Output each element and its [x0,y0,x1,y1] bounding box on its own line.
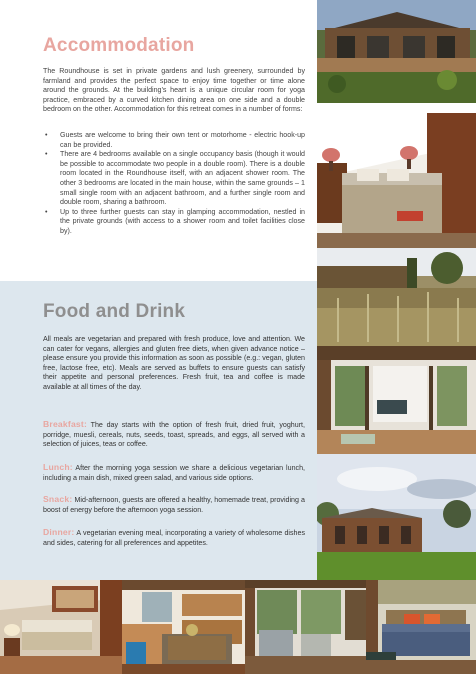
single-room-photo [0,580,122,674]
kitchen-photo [122,580,245,674]
meal-label: Dinner: [43,527,75,537]
meal-text: A vegetarian evening meal, incorporating a variety of wholesome dishes and sides, catering for all preferences and appetites. [43,529,305,547]
bullet-icon: • [45,207,48,216]
list-item [43,208,305,237]
meal-breakfast [43,420,305,450]
food-intro: All meals are vegetarian and prepared with fresh produce, love and attention. We can cater for vegans, allergies and gluten free diets, when given advance notice – please ensure you provide this information as soon as possible (e.g.: vegan, gluten free, lactose free, etc). Meals are served as buffets to ensure guests can satisfy their appetite and personal preferences. Fresh fruit, tea and coffee is made available at all times of the day. [43,335,305,391]
bullet-icon: • [45,150,48,159]
meal-lunch [43,463,305,483]
accommodation-intro: The Roundhouse is set in private gardens and lush greenery, surrounded by farmland and provides the perfect space to enjoy time together or time alone around the grounds. At the building’s heart is a unique circular room for yoga practice, embraced by a curved kitchen dining area on one side and a double bedroom on the other. Accommodation for this retreat comes in a number of forms: [43,67,305,114]
list-item [43,131,305,150]
yoga-room-photo [317,346,476,454]
bedroom-photo [366,580,476,674]
bullet-text: Guests are welcome to bring their own tent or motorhome - electric hook-up can be provided. [60,131,305,149]
meal-snack [43,495,305,515]
double-bedroom-photo [317,103,476,248]
meal-text: The day starts with the option of fresh fruit, dried fruit, yoghurt, porridge, muesli, cereals, nuts, seeds, toast, spreads, and eggs, all served with a selection of juices, teas or coffee. [43,421,305,449]
lounge-photo [245,580,366,674]
meal-label: Snack: [43,494,73,504]
meal-text: Mid-afternoon, guests are offered a healthy, homemade treat, providing a boost of energy before the afternoon yoga session. [43,496,305,514]
list-item [43,150,305,208]
meal-dinner [43,528,305,548]
roundhouse-exterior-photo [317,0,476,103]
bullet-text: There are 4 bedrooms available on a single occupancy basis (though it would be possible to accommodate two people in a double room). There is a double room located in the Roundhouse itself, with an adjacent shower room. The other 3 bedrooms are located in the main house, within the same grounds – 1 small single room with an adjacent bathroom, and a further single room and double room, sharing a bathroom. [60,150,305,207]
roundhouse-lawn-photo [317,454,476,580]
bullet-text: Up to three further guests can stay in glamping accommodation, nestled in the private grounds (with access to a shower room and toilet facilities close by). [60,207,305,235]
meal-label: Lunch: [43,462,73,472]
accommodation-heading: Accommodation [43,35,195,56]
bullet-icon: • [45,131,48,139]
meal-text: After the morning yoga session we share a delicious vegetarian lunch, including a main dish, mixed green salad, and various side options. [43,464,305,482]
food-heading: Food and Drink [43,301,186,322]
accommodation-bullet-list [43,131,305,237]
meal-label: Breakfast: [43,419,88,429]
garden-grounds-photo [317,248,476,346]
